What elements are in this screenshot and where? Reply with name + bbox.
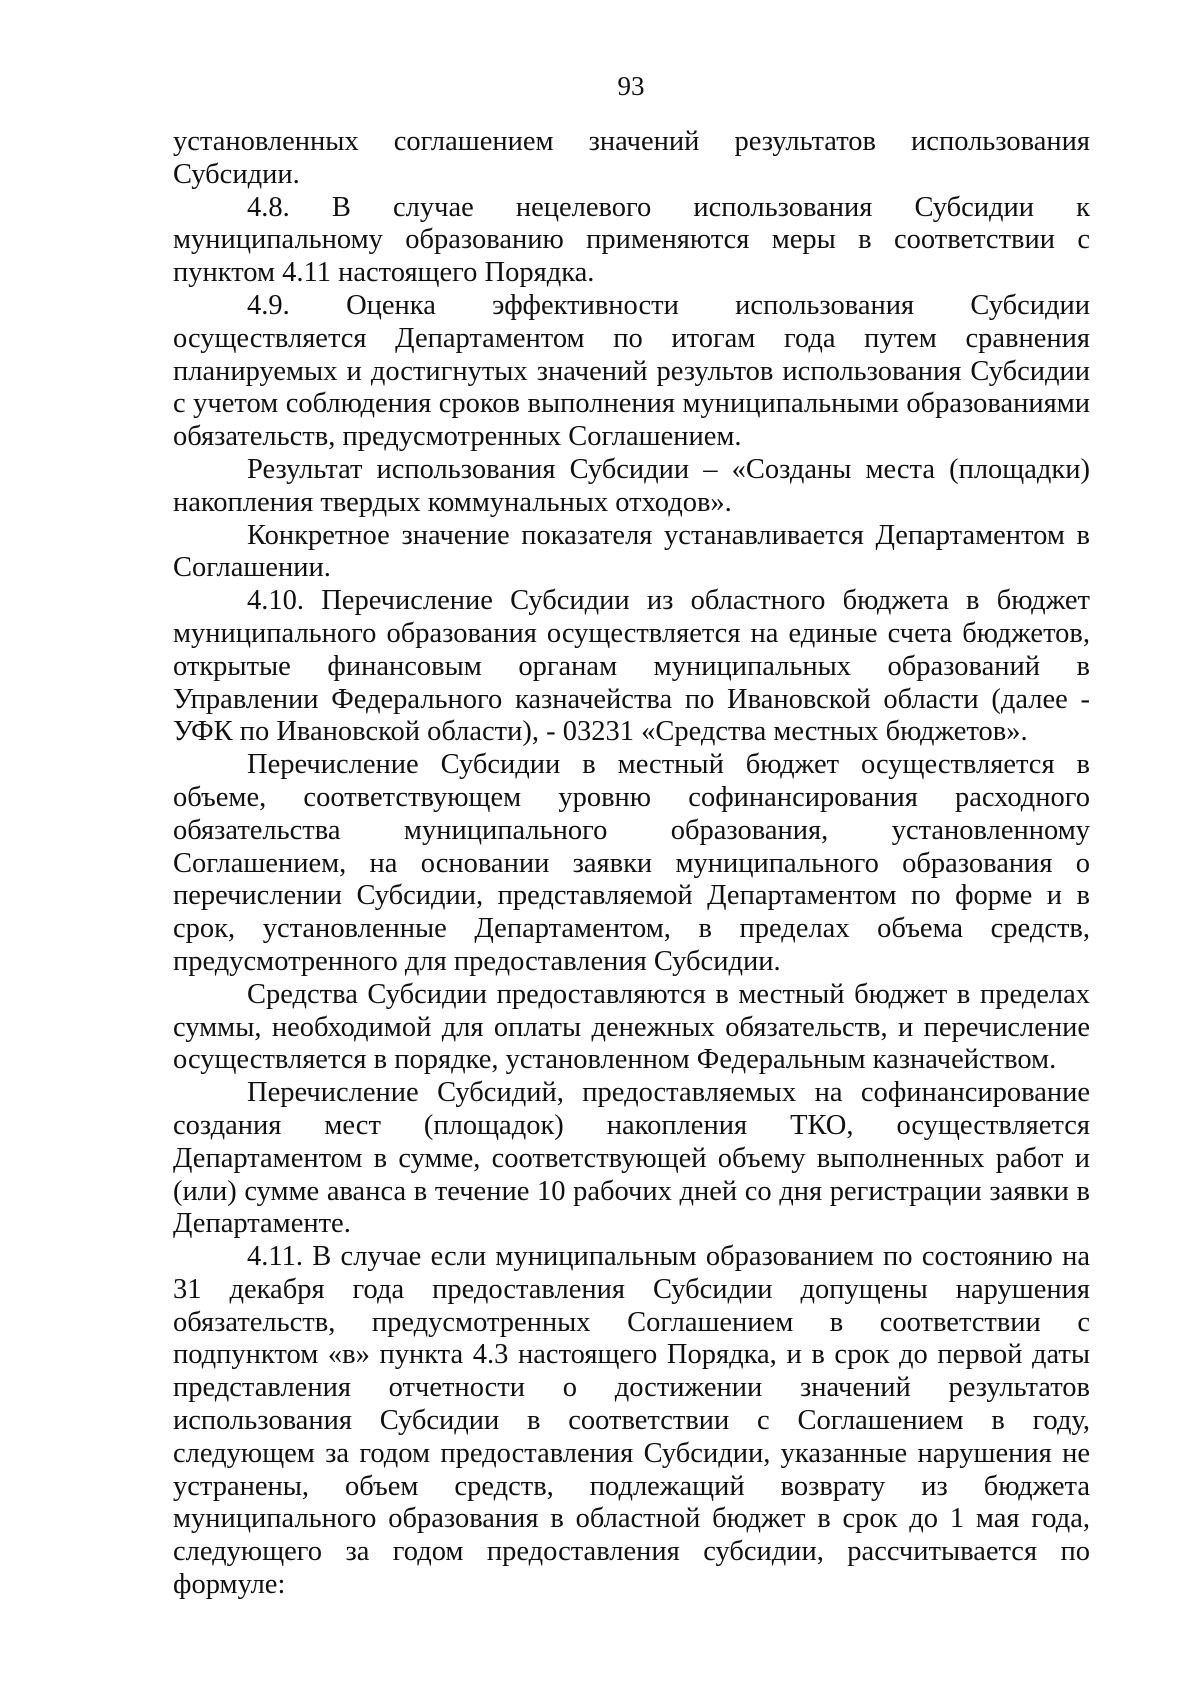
paragraph-continuation: установленных соглашением значений результатов использования Субсидии. (173, 126, 1090, 190)
paragraph-4-8: 4.8. В случае нецелевого использования Субсидии к муниципальному образованию применяются меры в соответствии с пунктом 4.11 настоящего Порядка. (173, 191, 1090, 289)
paragraph-4-11: 4.11. В случае если муниципальным образованием по состоянию на 31 декабря года предоставления Субсидии допущены нарушения обязательств, предусмотренных Соглашением в соответствии с подпунктом «в» пункта 4.3 настоящего Порядка, и в срок до первой даты представления отчетности о достижении значений результатов использования Субсидии в соответствии с Соглашением в году, следующем за годом предоставления Субсидии, указанные нарушения не устранены, объем средств, подлежащий возврату из бюджета муниципального образования в областной бюджет в срок до 1 мая года, следующего за годом предоставления субсидии, рассчитывается по формуле: (173, 1241, 1090, 1601)
document-body (173, 126, 1090, 1602)
paragraph-transfer-volume: Перечисление Субсидии в местный бюджет осуществляется в объеме, соответствующем уровню софинансирования расходного обязательства муниципального образования, установленному Соглашением, на основании заявки муниципального образования о перечислении Субсидии, представляемой Департаментом по форме и в срок, установленные Департаментом, в пределах объема средств, предусмотренного для предоставления Субсидии. (173, 749, 1090, 977)
paragraph-4-10: 4.10. Перечисление Субсидии из областного бюджета в бюджет муниципального образования осуществляется на единые счета бюджетов, открытые финансовым органам муниципальных образований в Управлении Федерального казначейства по Ивановской области (далее - УФК по Ивановской области), - 03231 «Средства местных бюджетов». (173, 585, 1090, 748)
paragraph-tko-transfer: Перечисление Субсидий, предоставляемых на софинансирование создания мест (площадок) накопления ТКО, осуществляется Департаментом в сумме, соответствующей объему выполненных работ и (или) сумме аванса в течение 10 рабочих дней со дня регистрации заявки в Департаменте. (173, 1077, 1090, 1240)
paragraph-indicator-value: Конкретное значение показателя устанавливается Департаментом в Соглашении. (173, 519, 1090, 584)
paragraph-4-9: 4.9. Оценка эффективности использования Субсидии осуществляется Департаментом по итогам года путем сравнения планируемых и достигнутых значений результов использования Субсидии с учетом соблюдения сроков выполнения муниципальными образованиями обязательств, предусмотренных Соглашением. (173, 289, 1090, 453)
paragraph-funds-limits: Средства Субсидии предоставляются в местный бюджет в пределах суммы, необходимой для оплаты денежных обязательств, и перечисление осуществляется в порядке, установленном Федеральным казначейством. (173, 978, 1090, 1076)
page-number: 93 (617, 71, 645, 101)
paragraph-result: Результат использования Субсидии – «Созданы места (площадки) накопления твердых коммунальных отходов». (173, 453, 1090, 518)
